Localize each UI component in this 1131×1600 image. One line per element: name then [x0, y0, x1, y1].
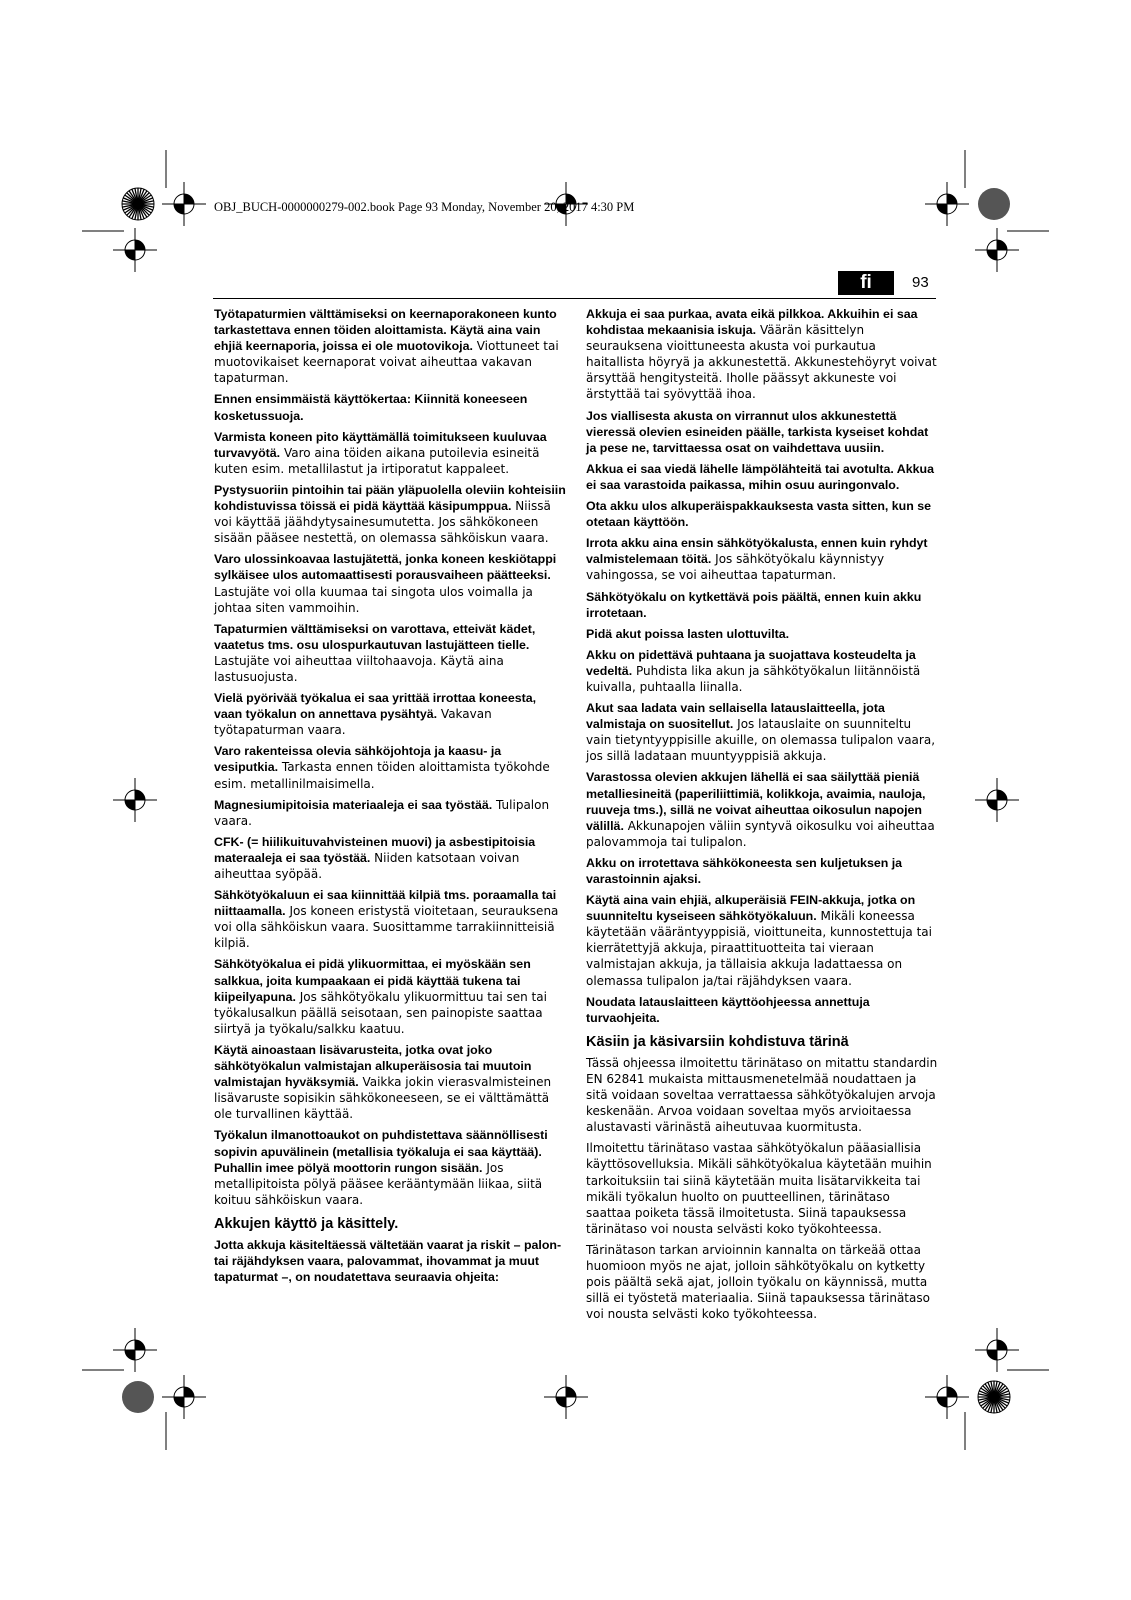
paragraph-text: Tärinätason tarkan arvioinnin kannalta on tärkeää ottaa huomioon myös ne ajat, jolloin sähkötyökalu on kytketty pois päältä sekä ajat, jolloin työkalu on käynnissä, mutta sillä ei työstetä materiaalia. Siinä tapauksessa tärinätaso voi nousta selvästi koko työkohteessa.	[586, 1242, 930, 1322]
paragraph	[586, 1140, 938, 1237]
paragraph-bold: Akku on irrotettava sähkökoneesta sen kuljetuksen ja varastoinnin ajaksi.	[586, 855, 903, 886]
paragraph-bold: Akkuja ei saa purkaa, avata eikä pilkkoa. Akkuihin ei saa kohdistaa mekaanisia iskuja.	[586, 307, 918, 338]
left-column	[214, 306, 566, 1290]
paragraph-text: Väärän käsittelyn seurauksena vioittuneesta akusta voi purkautua haitallista höyryä ja akkunestettä. Akkunestehöyryt voivat ärsyttää hengitysteitä. Iholle päässyt akkuneste voi ärstyttää tai syövyttää ihoa.	[586, 323, 937, 402]
paragraph-text: Tarkasta ennen töiden aloittamista työkohde esim. metallinilmaisimella.	[214, 760, 550, 791]
paragraph-text: Tulipalon vaara.	[214, 797, 550, 828]
paragraph-text: Jos sähkötyökalu ylikuormittuu tai sen tai työkalusalkun päällä seisotaan, sen painopiste saattaa siirtyä ja työkalu/salkku kaatuu.	[214, 989, 547, 1036]
paragraph-text: Jos koneen eristystä vioitetaan, seurauksena voi olla sähköiskun vaara. Suosittamme tarrakiinnitteisiä kilpiä.	[214, 904, 559, 951]
paragraph	[214, 1237, 566, 1285]
paragraph-bold: Käytä ainoastaan lisävarusteita, jotka ovat joko sähkötyökalun valmistajan alkuperäisosia tai muutoin valmistajan hyväksymiä.	[214, 1042, 532, 1090]
paragraph-text: Akkunapojen väliin syntyvä oikosulku voi aiheuttaa palovammoja tai tulipalon.	[586, 818, 935, 849]
paragraph	[214, 743, 566, 791]
paragraph-bold: Varastossa olevien akkujen lähellä ei saa säilyttää pieniä metalliesineitä (paperiliittimiä, kolikkoja, avaimia, nauloja, ruuveja tms.), sillä ne voivat aiheuttaa oikosulun napojen välillä.	[586, 770, 926, 833]
paragraph-text: Viottuneet tai muotovikaiset keernaporat voivat aiheuttaa vakavan tapaturman.	[214, 339, 559, 386]
paragraph	[214, 429, 566, 477]
paragraph-bold: Työtapaturmien välttämiseksi on keernaporakoneen kunto tarkastettava ennen töiden aloittamista. Käytä aina vain ehjiä keernaporia, joissa ei ole muotovikoja.	[214, 307, 557, 354]
book-file-info: OBJ_BUCH-0000000279-002.book Page 93 Monday, November 20, 2017 4:30 PM	[214, 200, 635, 214]
paragraph-bold: Varmista koneen pito käyttämällä toimitukseen kuuluvaa turvavyötä.	[214, 429, 547, 460]
paragraph	[586, 626, 938, 642]
paragraph-text: Jos sähkötyökalu käynnistyy vahingossa, se voi aiheuttaa tapaturman.	[586, 552, 885, 583]
paragraph-text: Ilmoitettu tärinätaso vastaa sähkötyökalun pääasiallisia käyttösovelluksia. Mikäli sähkötyökalua käytetään muihin tarkoituksiin tai siinä käytetään muita lisätarvikkeita tai mikäli työkalun huolto on puutteellinen, tärinätaso saattaa poiketa tässä ilmoitetusta. Siinä tapauksessa tärinätaso voi nousta selvästi koko työkohteessa.	[586, 1141, 932, 1236]
paragraph-bold: Työkalun ilmanottoaukot on puhdistettava säännöllisesti sopivin apuvälinein (metallisia työkaluja ei saa käyttää). Puhallin imee pölyä moottorin rungon sisään.	[214, 1128, 548, 1175]
paragraph-bold: Pidä akut poissa lasten ulottuvilta.	[586, 626, 790, 641]
paragraph-text: Puhdista lika akun ja sähkötyökalun liitännöistä kuivalla, puhtaalla liinalla.	[586, 663, 921, 694]
paragraph-bold: Tapaturmien välttämiseksi on varottava, etteivät kädet, vaatetus tms. osu ulospurkautuvan lastujätteen tielle.	[214, 621, 536, 652]
paragraph	[214, 956, 566, 1036]
paragraph	[214, 482, 566, 546]
paragraph-text: Jos latauslaite on suunniteltu vain tietyntyyppisille akuille, on olemassa tulipalon vaara, jos sillä ladataan muuntyyppisiä akkuja.	[586, 717, 936, 764]
paragraph	[214, 621, 566, 685]
paragraph-bold: Varo rakenteissa olevia sähköjohtoja ja kaasu- ja vesiputkia.	[214, 744, 502, 775]
left-paragraphs-after	[214, 1237, 566, 1285]
paragraph	[214, 1127, 566, 1207]
paragraph-text: Jos metallipitoista pölyä pääsee kerääntymään liikaa, siitä koituu sähköiskun vaara.	[214, 1160, 543, 1207]
paragraph-bold: Sähkötyökalu on kytkettävä pois päältä, ennen kuin akku irrotetaan.	[586, 589, 922, 620]
right-paragraphs-after	[586, 1055, 938, 1323]
paragraph	[586, 892, 938, 989]
paragraph-text: Tässä ohjeessa ilmoitettu tärinätaso on mitattu standardin EN 62841 mukaista mittausmenetelmää noudattaen ja sitä voidaan soveltaa verrattaessa sähkötyökalujen arvoja keskenään. Arvoa voidaan soveltaa myös arvioitaessa alustavasti värinästä aiheutuvaa kuormitusta.	[586, 1055, 938, 1135]
paragraph	[586, 769, 938, 849]
vibration-heading: Käsiin ja käsivarsiin kohdistuva tärinä	[586, 1033, 849, 1050]
paragraph-text: Niiden katsotaan voivan aiheuttaa syöpää.	[214, 850, 520, 881]
paragraph	[586, 994, 938, 1026]
paragraph	[214, 834, 566, 882]
paragraph-bold: Noudata latauslaitteen käyttöohjeessa annettuja turvaohjeita.	[586, 994, 870, 1025]
left-paragraphs	[214, 306, 566, 1208]
paragraph-bold: CFK- (= hiilikuituvahvisteinen muovi) ja asbestipitoisia materaaleja ei saa työstää.	[214, 834, 536, 865]
paragraph	[586, 1055, 938, 1135]
paragraph-bold: Ota akku ulos alkuperäispakkauksesta vasta sitten, kun se otetaan käyttöön.	[586, 499, 932, 530]
right-column	[586, 306, 938, 1327]
paragraph-bold: Akut saa ladata vain sellaisella latauslaitteella, jota valmistaja on suositellut.	[586, 701, 885, 732]
paragraph	[586, 589, 938, 621]
paragraph-bold: Magnesiumipitoisia materiaaleja ei saa työstää.	[214, 797, 493, 812]
paragraph	[586, 408, 938, 456]
header-rule	[213, 298, 936, 299]
paragraph	[586, 306, 938, 403]
paragraph-bold: Akkua ei saa viedä lähelle lämpölähteitä tai avotulta. Akkua ei saa varastoida paikassa, mihin osuu auringonvalo.	[586, 461, 934, 492]
paragraph-text: Varo aina töiden aikana putoilevia esineitä kuten esim. metallilastut ja irtiporatut kappaleet.	[214, 445, 540, 476]
paragraph-bold: Irrota akku aina ensin sähkötyökalusta, ennen kuin ryhdyt valmistelemaan töitä.	[586, 536, 928, 567]
battery-handling-heading: Akkujen käyttö ja käsittely.	[214, 1215, 399, 1232]
paragraph	[586, 498, 938, 530]
paragraph	[214, 797, 566, 829]
paragraph-bold: Jotta akkuja käsiteltäessä vältetään vaarat ja riskit – palon- tai räjähdyksen vaara, palovammat, ihovammat ja muut tapaturmat –, on noudatettava seuraavia ohjeita:	[214, 1237, 562, 1285]
paragraph	[586, 535, 938, 583]
paragraph-bold: Käytä aina vain ehjiä, alkuperäisiä FEIN-akkuja, jotka on suunniteltu kyseiseen sähkötyökaluun.	[586, 893, 916, 924]
paragraph	[586, 1242, 938, 1322]
paragraph-text: Mikäli koneessa käytetään vääräntyyppisiä, vioittuneita, kunnostettuja tai kierrätettyjä akkuja, piraattituotteita tai vieraan valmistajan akkuja, ja tällaisia akkuja ladattaessa on olemassa tulipalon ja/tai räjähdyksen vaara.	[586, 909, 932, 988]
language-tab: fi	[838, 271, 894, 295]
paragraph-bold: Jos viallisesta akusta on virrannut ulos akkunestettä vieressä olevien esineiden päälle, tarkista kyseiset kohdat ja pese ne, tarvittaessa osat on vaihdettava uusiin.	[586, 408, 929, 455]
paragraph-bold: Sähkötyökalua ei pidä ylikuormittaa, ei myöskään sen salkkua, joita kumpaakaan ei pidä käyttää tukena tai kiipeilyapuna.	[214, 957, 531, 1004]
right-paragraphs	[586, 306, 938, 1026]
paragraph	[214, 551, 566, 615]
paragraph-bold: Akku on pidettävä puhtaana ja suojattava kosteudelta ja vedeltä.	[586, 647, 916, 678]
paragraph-text: Vakavan työtapaturman vaara.	[214, 707, 492, 738]
paragraph-text: Niissä voi käyttää jäähdytysainesumutetta. Jos sähkökoneen sisään pääsee nestettä, on olemassa sähköiskun vaara.	[214, 499, 551, 546]
paragraph-bold: Vielä pyörivää työkalua ei saa yrittää irrottaa koneesta, vaan työkalun on annettava pysähtyä.	[214, 691, 537, 722]
paragraph	[214, 391, 566, 423]
paragraph-text: Lastujäte voi aiheuttaa viiltohaavoja. Käytä aina lastusuojusta.	[214, 653, 504, 684]
paragraph-text: Lastujäte voi olla kuumaa tai singota ulos voimalla ja johtaa siten vammoihin.	[214, 584, 533, 615]
paragraph	[586, 461, 938, 493]
paragraph-bold: Pystysuoriin pintoihin tai pään yläpuolella oleviin kohteisiin kohdistuvissa töissä ei pidä käyttää käsipumppua.	[214, 482, 566, 514]
paragraph	[214, 1042, 566, 1122]
paragraph-bold: Sähkötyökaluun ei saa kiinnittää kilpiä tms. poraamalla tai niittaamalla.	[214, 888, 557, 919]
paragraph-bold: Ennen ensimmäistä käyttökertaa: Kiinnitä koneeseen kosketussuoja.	[214, 392, 528, 423]
paragraph	[214, 887, 566, 951]
paragraph-text: Vaikka jokin vierasvalmisteinen lisävaruste sopisikin sähkökoneeseen, se ei välttämättä ole turvallinen käyttää.	[214, 1075, 552, 1122]
paragraph	[214, 690, 566, 738]
paragraph	[586, 700, 938, 764]
paragraph	[586, 647, 938, 695]
paragraph	[214, 306, 566, 386]
paragraph	[586, 855, 938, 887]
page-number: 93	[912, 274, 929, 291]
paragraph-bold: Varo ulossinkoavaa lastujätettä, jonka koneen keskiötappi sylkäisee ulos automaattisesti porausvaiheen päätteeksi.	[214, 552, 557, 583]
